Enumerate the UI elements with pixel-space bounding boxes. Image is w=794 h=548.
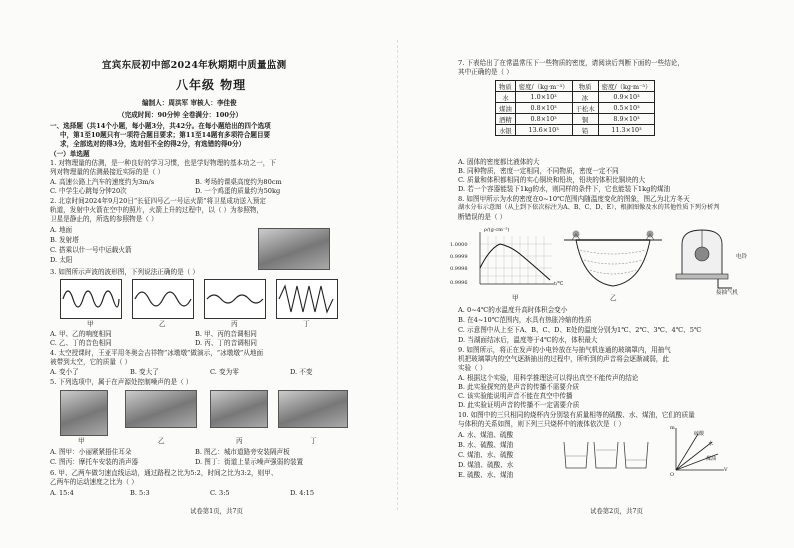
table-row [496,92,655,103]
q2-option-d: D. 太阳 [50,256,73,264]
q5-label-bing: 丙 [236,437,243,445]
q6-option-b: B. 5:3 [130,489,150,497]
table-header-cell: 物质 [572,81,598,92]
q9-option-a: A. 根据这个实验，用科学推理法可以得出真空不能传声的结论 [458,374,639,382]
table-cell: 铅 [572,125,598,136]
page-footer-left: 试卷第1页，共7页 [190,507,243,515]
q3-option-b: B. 甲、丙的音调相同 [195,330,257,338]
q2-option-c: C. 搭乘以什一号中运载火箭 [50,246,132,254]
time-score-line: （完成时间：90分钟 全卷满分：100分） [118,111,243,119]
three-beakers [560,436,652,472]
q8-option-b: B. 在4~10℃范围内，水具有热胀冷缩的性质 [458,316,592,324]
q7-stem: 其中正确的是（ ） [458,68,513,76]
page-divider [397,40,398,510]
section1-line: 求，全部选对的得3分，选对但不全的得2分，有选错的得0分） [60,140,246,148]
single-choice-title: （一）单选题 [50,150,90,158]
q9-stem: 实验（ ） [458,364,487,372]
graph-line-label: 硫酸 [694,431,705,437]
table-cell: 0.8×10³ [515,114,572,125]
q3-option-c: C. 乙、丁的音色相同 [50,339,112,347]
q10-stem: 10. 如图中的三只相同的烧杯内分别装有质量相等的硫酸、水、煤油，它们的质量 [458,411,695,419]
right-page [450,0,780,548]
q2-option-a: A. 地面 [50,226,73,234]
table-cell: 0.8×10³ [515,103,572,114]
waveform-label-ding: 丁 [303,320,310,328]
q7-stem: 7. 下表给出了在常温常压下一些物质的密度，请阅读后判断下面的一些结论， [458,59,684,67]
graph-tick: 1.0000 [450,242,468,248]
table-cell: 0.5×10³ [598,103,655,114]
rocket-launch-photo [258,228,330,270]
q7-option-c: C. 质量和体积都相同的实心铜块和铅块，铅块的体积比铜块的大 [458,176,646,184]
left-page [50,0,385,548]
table-row [496,103,655,114]
q2-stem: 2. 北京时间2024年9月20日“长征四号乙一号运火箭”将卫星成功送入预定 [50,197,266,205]
waveform-jia [60,279,122,319]
table-cell: 煤油 [496,103,516,114]
bell-jar-diagram [672,226,734,296]
section1-line: 一、选择题（共14个小题，每小题3分，共42分。在每小题给出的四个选项 [50,122,271,130]
table-cell: 11.3×10³ [598,125,655,136]
q6-stem: 乙两车的运动速度之比为（ ） [50,478,138,486]
q6-option-c: C. 3:5 [210,489,230,497]
q10-option-e: E. 硫酸、水、煤油 [458,471,514,479]
q4-option-d: D. 不变 [290,368,313,376]
q7-option-b: B. 同种物质，密度一定相同，不同物质，密度一定不同 [458,167,619,175]
q1-option-c: C. 中学生心跳每分钟20次 [50,187,127,195]
q1-option-b: B. 考场的课桌高度约为80cm [195,178,282,186]
q9-stem: 机把玻璃罩内的空气逐渐抽出的过程中，所听到的声音将会逐渐减弱，此 [458,355,669,363]
q4-option-c: C. 变为零 [210,368,239,376]
graph-tick: 0.9998 [450,266,468,272]
graph-label-yi: 乙 [610,294,617,302]
page-footer-right: 试卷第2页，共7页 [590,507,643,515]
photo-noise-monitor [278,390,348,428]
table-cell: 1.0×10³ [515,92,572,103]
graph-y-axis-label: ρ/(g·cm⁻³) [484,227,510,233]
graph-line-label: 水 [708,441,714,447]
q5-option-b: B. 图乙：城市道路旁安装隔声板 [195,448,290,456]
q1-stem: 1. 对物理量的估测，是一种良好的学习习惯，也是学好物理的基本功之一，下 [50,159,276,167]
q10-option-c: C. 煤油、水、硫酸 [458,451,514,459]
q8-option-a: A. 0~4℃的水温度升高时体积会变小 [458,306,568,314]
table-header-cell: 密度/（kg·m⁻³） [515,81,572,92]
bell-label: 电铃 [736,254,748,260]
waveform-bing [204,279,266,319]
photo-motorcycle [210,390,268,428]
table-cell: 干松木 [572,103,598,114]
graph-tick: 0.9996 [450,280,468,286]
q8-stem: 8. 如图甲所示为水的密度在0~10℃范围内随温度变化的图象，图乙为北方冬天 [458,195,690,203]
q3-option-d: D. 丙、丁的音调相同 [195,339,257,347]
table-cell: 铜 [572,114,598,125]
graph-origin-label: O [670,472,675,478]
density-table [495,80,655,136]
q5-option-c: C. 图丙：摩托车安装的消声器 [50,458,139,466]
table-cell: 13.6×10³ [515,125,572,136]
table-row [496,114,655,125]
waveform-label-bing: 丙 [231,320,238,328]
q4-stem: 4. 太空授课时，王亚平用冬奥会吉祥物“冰墩墩”做演示，“冰墩墩”从地面 [50,349,264,357]
q1-option-a: A. 高速公路上汽车的速度约为3m/s [50,178,155,186]
q8-stem: 湖水分布示意图（从上到下依次标注为A、B、C、D、E），根据图像及水的其他性质下列分析判 [458,204,720,211]
table-cell: 酒精 [496,114,516,125]
q4-option-b: B. 变大了 [130,368,159,376]
waveform-ding [276,279,338,319]
table-header-row [496,81,655,92]
q5-stem: 5. 下列选项中，属于在声源处控制噪声的是（ ） [50,378,193,386]
pump-label: 接抽气机 [716,290,739,296]
lake-diagram [562,228,664,292]
q5-label-ding: 丁 [310,437,317,445]
q10-option-a: A. 水、煤油、硫酸 [458,431,514,439]
table-cell: 0.9×10³ [598,92,655,103]
table-header-cell: 密度/（kg·m⁻³） [598,81,655,92]
table-cell: 水银 [496,125,516,136]
graph-x-axis-label: t/℃ [554,281,564,287]
q3-stem: 3. 如图所示声波的波形图，下列说法正确的是（ ） [50,268,199,276]
waveform-yi [132,279,194,319]
photo-sound-barrier [125,390,197,428]
q6-option-d: D. 4:15 [290,489,315,497]
q10-option-d: D. 煤油、硫酸、水 [458,461,514,469]
graph-axis-label: V [724,467,728,473]
q9-option-c: C. 该实验能说明声音不能在真空中传播 [458,392,573,400]
q9-stem: 9. 如图所示，将正在发声的小电铃放在与抽气机连通的玻璃罩内，用抽气 [458,346,671,354]
density-graph [460,226,560,292]
q9-option-b: B. 此实验探究的是声音的传播不需要介质 [458,383,580,391]
editors-line: 编制人：周洪军 审核人：李佳俊 [142,99,237,107]
q2-option-b: B. 发射塔 [50,236,79,244]
table-row [496,125,655,136]
q8-option-d: D. 当湖面结冰后，温度等于4℃的水，体积最大 [458,336,598,344]
waveform-label-yi: 乙 [159,320,166,328]
graph-axis-label: m [670,425,675,431]
photo-covering-ears [60,390,108,436]
q10-stem: 与体积的关系如图，则下列三只烧杯中的液体依次是（ ） [458,420,625,428]
q9-option-d: D. 此实验证明声音的传播不一定需要介质 [458,401,580,409]
table-cell: 8.9×10³ [598,114,655,125]
q7-option-a: A. 固体的密度都比液体的大 [458,158,540,166]
q1-option-d: D. 一个鸡蛋的质量约为50kg [195,187,281,195]
q5-label-yi: 乙 [158,437,165,445]
q8-stem: 断错误的是（ ） [458,213,507,221]
q6-option-a: A. 15:4 [50,489,74,497]
q4-stem: 被带到太空，它的质量（ ） [50,358,132,366]
q2-stem: 轨道，发射中火箭在空中的照片，火箭上升的过程中，以（ ）为参照物， [50,206,264,214]
q2-stem: 卫星是静止的，所选的参照物是（ ） [50,215,158,223]
table-cell: 水 [496,92,516,103]
section1-line: 中，第1至10题只有一项符合题目要求；第11至14题有多项符合题目要 [60,131,271,139]
q7-option-d: D. 若一个容器能装下1kg的水，则同样的条件下，它也能装下1kg的煤油 [458,185,671,193]
q1-stem: 列对物理量的估测最接近实际的是（ ） [50,168,165,176]
graph-line-label: 煤油 [706,456,717,462]
q10-option-b: B. 水、硫酸、煤油 [458,441,514,449]
graph-label-jia: 甲 [512,294,519,302]
q5-label-jia: 甲 [78,437,85,445]
q8-option-c: C. 示意图中从上至下A、B、C、D、E处的温度分别为1℃、2℃、3℃、4℃、5℃ [458,326,702,334]
school-title: 宜宾东辰初中部2024年秋期期中质量监测 [102,60,287,71]
q3-option-a: A. 甲、乙的响度相同 [50,330,112,338]
table-cell: 冰 [572,92,598,103]
waveform-label-jia: 甲 [87,320,94,328]
q5-option-d: D. 图丁：街道上显示噪声强弱的装置 [195,458,304,466]
grade-subject: 八年级 物理 [176,78,247,92]
q4-option-a: A. 变小了 [50,368,79,376]
q5-option-a: A. 图甲：小丽紧紧捂住耳朵 [50,448,132,456]
table-header-cell: 物质 [496,81,516,92]
graph-tick: 0.9999 [450,254,468,260]
q6-stem: 6. 甲、乙两车做匀速直线运动，通过路程之比为5:2，时间之比为3:2，则甲、 [50,469,278,477]
